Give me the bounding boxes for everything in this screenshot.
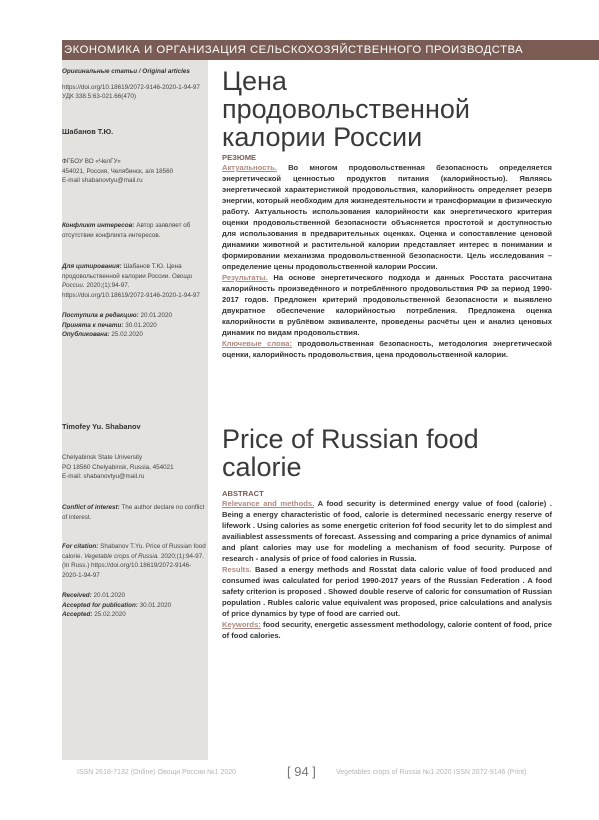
en-abstract [222,489,552,641]
ru-results-text: На основе энергетического подхода и данных Росстата рассчитана калорийность произведённого и потреблённого продовольствия РФ за период 1990-2017 годов. Предложен критерий продовольственной безопасности и выявлено двукратное обеспечение калорийностью потребления. Предложена оценка калорийности в рублёвом эквиваленте, проведены расчёты цен и анализ ценовых динамик по видам продовольствия. [222,273,552,337]
ru-conflict-label: Конфликт интересов: [62,222,135,229]
ru-received-date: 20.01.2020 [140,312,172,319]
en-results-label: Results. [222,565,252,574]
ru-accepted-label: Принята к печати: [62,321,124,329]
ru-keywords-paragraph [222,338,552,360]
ru-main [222,67,552,151]
ru-keywords-text: продовольственная безопасность, методология энергетической оценки, калорийность продовольствия, цена продовольственной калории. [222,339,552,359]
en-author [62,422,206,432]
ru-dates [62,311,206,340]
ru-sidebar-meta [62,67,206,102]
en-main [222,425,552,481]
ru-accepted-date: 30.01.2020 [125,321,157,329]
ru-citation-text: Шабанов Т.Ю. Цена продовольственной калории России. [62,263,182,280]
en-abstract-heading: ABSTRACT [222,489,264,498]
en-keywords-paragraph [222,619,552,641]
article-category: Оригинальные статьи / Original articles [62,68,190,75]
ru-udc: УДК 338.5:63-021.66(470) [62,93,136,101]
page-number: [ 94 ] [287,764,316,779]
ru-doi-link[interactable]: https://doi.org/10.18619/2072-9146-2020-1-94-97 [62,83,200,91]
en-published-label: Accepted: [62,611,93,619]
en-results-paragraph [222,564,552,619]
en-citation-rest: 2020;(1):94-97. (In Russ.) https://doi.org/10.18619/2072-9146-2020-1-94-97 [62,552,204,579]
ru-published-label: Опубликована: [62,331,110,339]
en-citation-journal: Vegetable crops of Russia. [84,552,160,560]
ru-affiliation-line: 454021, Россия, Челябинск, а/я 18560 [62,167,174,175]
section-banner: ЭКОНОМИКА И ОРГАНИЗАЦИЯ СЕЛЬСКОХОЗЯЙСТВЕННОГО ПРОИЗВОДСТВА [62,40,599,60]
en-citation-text: Shabanov T.Yu. Price of Russian food calorie. [62,543,206,560]
ru-citation-label: Для цитирования: [62,263,122,270]
ru-author [62,127,206,137]
ru-affiliation [62,157,206,186]
en-keywords-text: food security, energetic assessment methodology, calorie content of food, price of food calories. [222,620,552,640]
en-received-label: Received: [62,592,92,599]
ru-relevance-label: Актуальность. [222,163,277,172]
en-citation [62,542,206,580]
ru-citation-journal: Овощи России. [62,272,193,290]
ru-abstract [222,153,552,360]
en-conflict-label: Conflict of interest: [62,504,120,511]
en-dates [62,591,206,620]
ru-relevance-text: Во многом продовольственная безопасность определяется энергетической ценностью продуктов питания (калорийностью). Являясь энергетической характеристикой продовольствия, калорийность определяет резерв энергии, который необходим для жизнедеятельности и трансформации в физическую работу. Актуальность использования калорийности как энергетического критерия оценки продовольственной безопасности объясняется простотой и доступностью для использования в предварительных оценках. Оценка и сопоставление ценовой динамики животной и растительной калории представляет интерес в понимании и формировании механизма продовольственной безопасности. Цель исследования – определение цены продовольственной калории России. [222,163,552,271]
en-relevance-text: A food security is determined energy value of food (calorie) . Being a energy characteristic of food, calorie is determined necessaric energy reserve of lifework . Using calories as some energetic criterion fof food security let to do simplest and availiablest assessments of forecast. Assessing and comparing a price dynamics of animal and plant calories may use for modeling a mechanism of food security. Purpose of research - analysis of price of food calories in Russia. [222,499,553,563]
en-received-date: 20.01.2020 [93,592,126,599]
en-relevance-paragraph [222,498,552,564]
en-affiliation [62,453,206,482]
ru-conflict-text: Автор заявляет об отсутствии конфликта интересов. [62,222,191,239]
en-relevance-label: Relevance and methods. [222,499,315,508]
ru-results-label: Результаты. [222,273,268,282]
en-results-text: Based a energy methods and Rosstat data caloric value of food produced and consumed iwas calculated for period 1990-2017 years of the Russian Federation . A food safety criterion is proposed . Showed double reserve of caloric for consumation of Russian population . Rubles caloric value equivalent was proposed, price calculations and analysis of price dynamics by type of food are carried out. [222,565,552,618]
en-author-name: Timofey Yu. Shabanov [62,422,141,431]
en-affiliation-line: Chelyabinsk State University [62,454,143,461]
ru-citation [62,262,206,300]
ru-relevance-paragraph [222,162,552,272]
ru-abstract-heading: РЕЗЮМЕ [222,153,257,162]
ru-affiliation-line: ФГБОУ ВО «ЧелГУ» [62,158,121,165]
en-conflict [62,503,206,522]
ru-email[interactable]: E-mail shabanovtyu@mail.ru [62,177,143,185]
footer-issn-online: ISSN 2618-7132 (Online) Овощи России №1 2020 [77,769,237,776]
ru-article-title: Цена продовольственной калории России [222,66,470,152]
ru-received-label: Поступила в редакцию: [62,312,139,319]
en-article-title: Price of Russian food calorie [222,424,479,482]
en-published-date: 25.02.2020 [94,611,126,619]
en-email[interactable]: E-mail: shabanovtyu@mail.ru [62,473,145,481]
ru-results-paragraph [222,272,552,338]
en-conflict-text: The author declare no conflict of interest. [62,504,205,521]
en-keywords-label: Keywords: [222,620,261,629]
footer-issn-print: Vegetables crops of Russia №1 2020 ISSN 2072-9146 (Print) [336,769,527,776]
ru-published-date: 25.02.2020 [111,331,143,339]
en-accepted-label: Accepted for publication: [62,601,138,609]
ru-keywords-label: Ключевые слова: [222,339,293,348]
ru-citation-rest: 2020;(1):94-97. https://doi.org/10.18619/2072-9146-2020-1-94-97 [62,282,200,299]
ru-conflict [62,221,206,240]
en-affiliation-line: PO 18560 Chelyabinsk, Russia, 454021 [62,463,174,471]
ru-author-name: Шабанов Т.Ю. [62,127,114,136]
en-accepted-date: 30.01.2020 [139,601,172,609]
en-citation-label: For citation: [62,543,99,550]
